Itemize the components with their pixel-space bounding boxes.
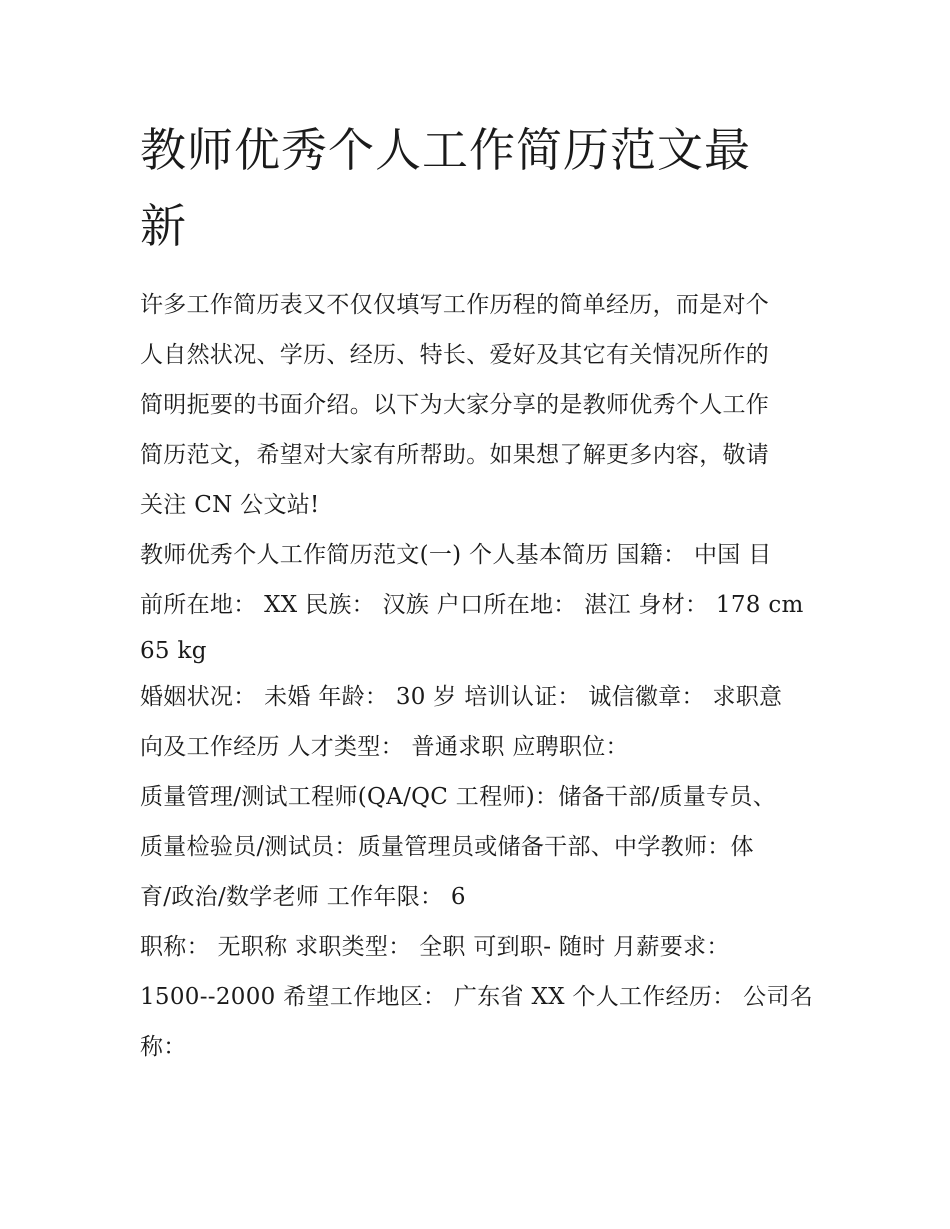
body-line: 向及工作经历 人才类型： 普通求职 应聘职位： [140, 734, 629, 760]
title-line: 新 [140, 199, 187, 253]
title-line: 教师优秀个人工作简历范文最 [140, 123, 751, 177]
body-line: 简明扼要的书面介绍。以下为大家分享的是教师优秀个人工作 [140, 392, 770, 418]
body-line: 许多工作简历表又不仅仅填写工作历程的简单经历，而是对个 [140, 292, 770, 318]
body-line: 65 kg [140, 638, 207, 664]
body-line: 质量管理/测试工程师(QA/QC 工程师)：储备干部/质量专员、 [140, 784, 777, 810]
body-line: 前所在地： XX 民族： 汉族 户口所在地： 湛江 身材： 178 cm [140, 592, 804, 618]
body-line: 职称： 无职称 求职类型： 全职 可到职- 随时 月薪要求： [140, 934, 730, 960]
body-line: 1500--2000 希望工作地区： 广东省 XX 个人工作经历： 公司名 [140, 984, 814, 1010]
document-title [140, 112, 820, 264]
body-line: 育/政治/数学老师 工作年限： 6 [140, 884, 466, 910]
body-line: 质量检验员/测试员：质量管理员或储备干部、中学教师：体 [140, 834, 754, 860]
document-body [140, 280, 820, 1072]
body-line: 婚姻状况： 未婚 年龄： 30 岁 培训认证： 诚信徽章： 求职意 [140, 684, 783, 710]
body-line: 教师优秀个人工作简历范文(一) 个人基本简历 国籍： 中国 目 [140, 542, 772, 568]
body-line: 关注 CN 公文站! [140, 492, 320, 518]
body-line: 人自然状况、学历、经历、特长、爱好及其它有关情况所作的 [140, 342, 770, 368]
body-line: 简历范文，希望对大家有所帮助。如果想了解更多内容，敬请 [140, 442, 770, 468]
body-line: 称： [140, 1034, 187, 1060]
